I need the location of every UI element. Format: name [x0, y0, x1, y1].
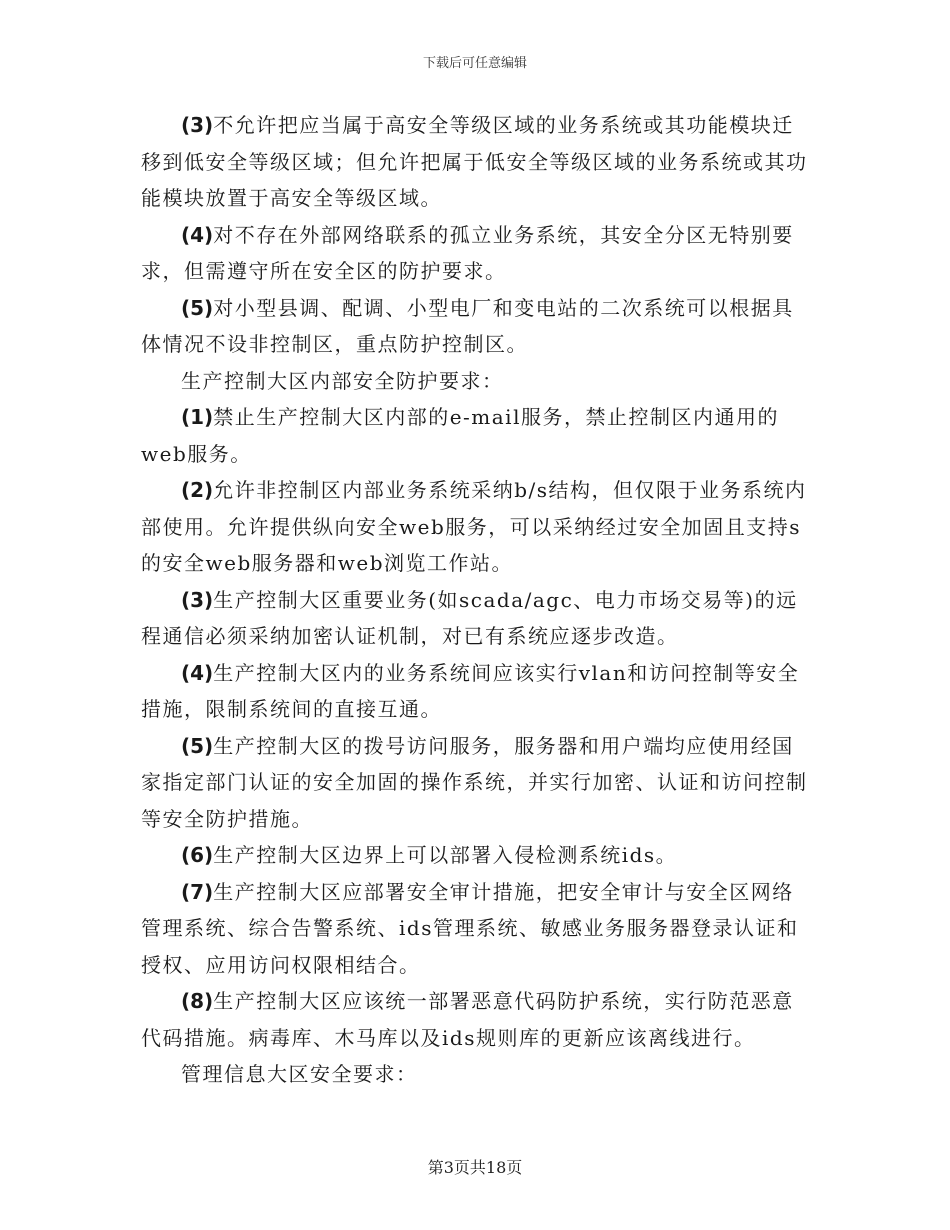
item-number: (8) — [181, 989, 214, 1013]
item-number: (6) — [181, 843, 214, 867]
paragraph-item-3b — [141, 582, 809, 655]
section-heading-production-control — [141, 363, 809, 400]
paragraph-item-4a — [141, 217, 809, 290]
item-number: (7) — [181, 879, 214, 904]
paragraph-text: 生产控制大区应部署安全审计措施，把安全审计与安全区网络管理系统、综合告警系统、ids管理系统、敏感业务服务器登录认证和授权、应用访问权限相结合。 — [141, 879, 799, 977]
paragraph-item-8 — [141, 983, 809, 1056]
paragraph-item-5b — [141, 728, 809, 838]
paragraph-text: 生产控制大区边界上可以部署入侵检测系统ids。 — [213, 843, 678, 867]
page-footer: 第3页共18页 — [427, 1158, 523, 1177]
item-number: (2) — [181, 478, 214, 502]
item-number: (5) — [181, 295, 214, 320]
document-body — [141, 107, 809, 1093]
paragraph-item-2 — [141, 472, 809, 582]
section-heading-management-info — [141, 1056, 809, 1093]
paragraph-text: 生产控制大区应该统一部署恶意代码防护系统，实行防范恶意代码措施。病毒库、木马库以及ids规则库的更新应该离线进行。 — [141, 989, 794, 1050]
paragraph-text: 生产控制大区的拨号访问服务，服务器和用户端均应使用经国家指定部门认证的安全加固的操作系统，并实行加密、认证和访问控制等安全防护措施。 — [141, 733, 808, 831]
paragraph-text: 生产控制大区内的业务系统间应该实行vlan和访问控制等安全措施，限制系统间的直接互通。 — [141, 660, 800, 721]
paragraph-text: 允许非控制区内部业务系统采纳b/s结构，但仅限于业务系统内部使用。允许提供纵向安全web服务，可以采纳经过安全加固且支持s的安全web服务器和web浏览工作站。 — [141, 478, 807, 575]
paragraph-item-3a — [141, 107, 809, 217]
paragraph-item-4b — [141, 655, 809, 728]
paragraph-text: 管理信息大区安全要求： — [181, 1062, 418, 1086]
paragraph-item-6 — [141, 837, 809, 874]
paragraph-text: 对不存在外部网络联系的孤立业务系统，其安全分区无特别要求，但需遵守所在安全区的防护要求。 — [141, 222, 794, 283]
page-header: 下载后可任意编辑 — [422, 56, 527, 71]
paragraph-text: 禁止生产控制大区内部的e-mail服务，禁止控制区内通用的web服务。 — [141, 405, 779, 466]
item-number: (4) — [181, 660, 214, 685]
paragraph-item-1 — [141, 399, 809, 472]
paragraph-text: 对小型县调、配调、小型电厂和变电站的二次系统可以根据具体情况不设非控制区，重点防护控制区。 — [141, 295, 794, 356]
paragraph-text: 生产控制大区内部安全防护要求： — [181, 368, 504, 393]
item-number: (5) — [181, 733, 214, 758]
paragraph-text: 不允许把应当属于高安全等级区域的业务系统或其功能模块迁移到低安全等级区域；但允许把属于低安全等级区域的业务系统或其功能模块放置于高安全等级区域。 — [141, 113, 808, 210]
paragraph-text: 生产控制大区重要业务(如scada/agc、电力市场交易等)的远程通信必须采纳加密认证机制，对已有系统应逐步改造。 — [141, 587, 798, 648]
item-number: (4) — [181, 222, 214, 247]
paragraph-item-5a — [141, 290, 809, 363]
item-number: (3) — [181, 113, 214, 137]
paragraph-item-7 — [141, 874, 809, 984]
item-number: (1) — [181, 405, 214, 429]
item-number: (3) — [181, 587, 214, 612]
